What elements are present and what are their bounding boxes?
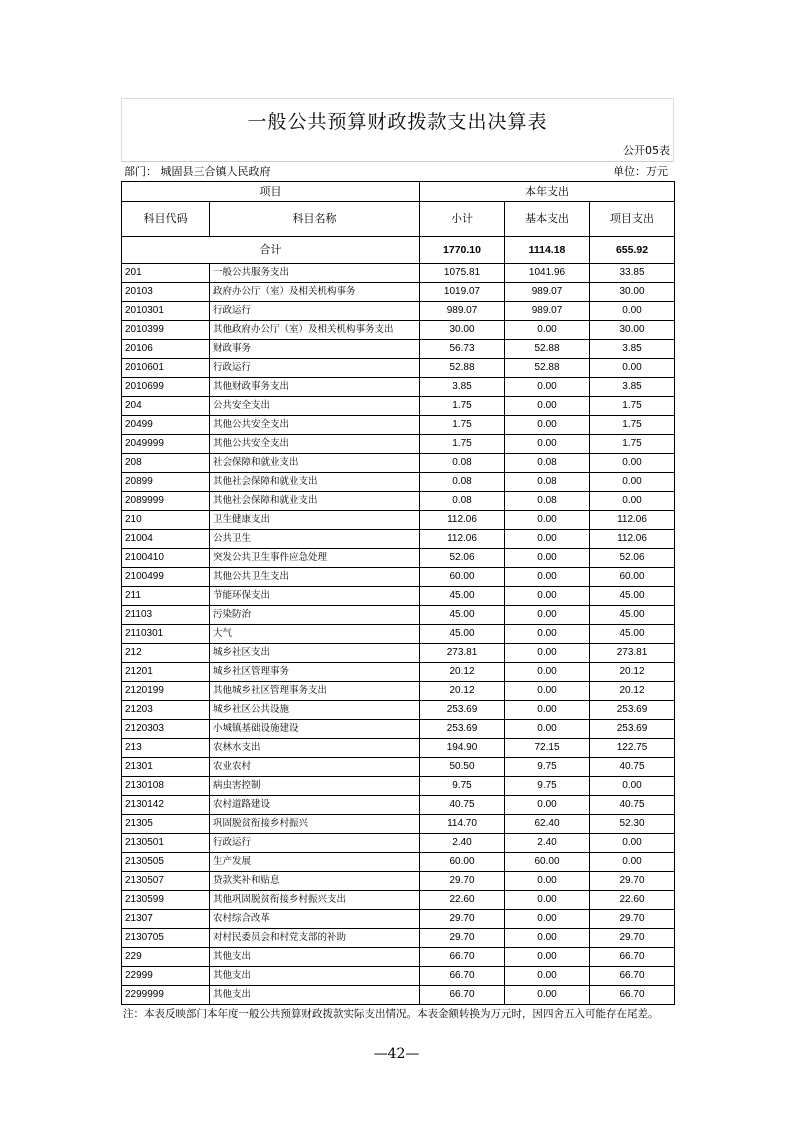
footnote: 注：本表反映部门本年度一般公共预算财政拨款实际支出情况。本表金额转换为万元时，因四舍五入可能存在尾差。 xyxy=(123,1008,659,1020)
row-basic: 0.00 xyxy=(505,625,590,644)
row-project: 33.85 xyxy=(590,264,675,283)
row-code: 2130108 xyxy=(122,777,210,796)
meta-row xyxy=(121,162,674,181)
row-basic: 0.00 xyxy=(505,910,590,929)
row-code: 21203 xyxy=(122,701,210,720)
row-code: 2130505 xyxy=(122,853,210,872)
row-code: 2089999 xyxy=(122,492,210,511)
row-subtotal: 3.85 xyxy=(420,378,505,397)
row-project: 1.75 xyxy=(590,397,675,416)
row-subtotal: 60.00 xyxy=(420,568,505,587)
row-subtotal: 20.12 xyxy=(420,663,505,682)
table-row xyxy=(122,283,675,302)
table-row xyxy=(122,853,675,872)
row-code: 2130705 xyxy=(122,929,210,948)
total-label: 合计 xyxy=(122,237,420,264)
row-project: 29.70 xyxy=(590,929,675,948)
header-row-2 xyxy=(122,202,675,237)
row-basic: 0.00 xyxy=(505,530,590,549)
row-name: 污染防治 xyxy=(210,606,420,625)
table-row xyxy=(122,910,675,929)
table-row xyxy=(122,625,675,644)
row-project: 60.00 xyxy=(590,568,675,587)
row-name: 社会保障和就业支出 xyxy=(210,454,420,473)
header-project: 项目支出 xyxy=(590,202,675,237)
row-code: 2130507 xyxy=(122,872,210,891)
row-subtotal: 56.73 xyxy=(420,340,505,359)
table-row xyxy=(122,739,675,758)
row-name: 病虫害控制 xyxy=(210,777,420,796)
row-name: 农林水支出 xyxy=(210,739,420,758)
row-project: 22.60 xyxy=(590,891,675,910)
table-row xyxy=(122,340,675,359)
row-code: 21103 xyxy=(122,606,210,625)
row-name: 其他巩固脱贫衔接乡村振兴支出 xyxy=(210,891,420,910)
row-code: 212 xyxy=(122,644,210,663)
row-name: 政府办公厅（室）及相关机构事务 xyxy=(210,283,420,302)
row-name: 行政运行 xyxy=(210,302,420,321)
title-box xyxy=(121,98,674,141)
table-row xyxy=(122,834,675,853)
table-row xyxy=(122,321,675,340)
row-subtotal: 20.12 xyxy=(420,682,505,701)
row-code: 204 xyxy=(122,397,210,416)
row-basic: 0.00 xyxy=(505,644,590,663)
row-name: 其他社会保障和就业支出 xyxy=(210,473,420,492)
row-subtotal: 50.50 xyxy=(420,758,505,777)
row-project: 253.69 xyxy=(590,720,675,739)
table-row xyxy=(122,530,675,549)
row-project: 0.00 xyxy=(590,359,675,378)
table-row xyxy=(122,454,675,473)
row-name: 其他公共卫生支出 xyxy=(210,568,420,587)
row-subtotal: 1.75 xyxy=(420,397,505,416)
row-code: 22999 xyxy=(122,967,210,986)
row-subtotal: 112.06 xyxy=(420,530,505,549)
row-subtotal: 45.00 xyxy=(420,587,505,606)
row-subtotal: 40.75 xyxy=(420,796,505,815)
form-number: 公开05表 xyxy=(121,141,674,162)
row-code: 21301 xyxy=(122,758,210,777)
table-row xyxy=(122,549,675,568)
table-row xyxy=(122,777,675,796)
row-project: 52.30 xyxy=(590,815,675,834)
row-basic: 0.00 xyxy=(505,587,590,606)
row-subtotal: 30.00 xyxy=(420,321,505,340)
row-basic: 0.00 xyxy=(505,511,590,530)
table-row xyxy=(122,473,675,492)
row-subtotal: 112.06 xyxy=(420,511,505,530)
table-row xyxy=(122,815,675,834)
row-code: 2100410 xyxy=(122,549,210,568)
row-basic: 989.07 xyxy=(505,283,590,302)
header-code: 科目代码 xyxy=(122,202,210,237)
row-code: 2299999 xyxy=(122,986,210,1005)
row-basic: 72.15 xyxy=(505,739,590,758)
row-project: 30.00 xyxy=(590,283,675,302)
row-name: 农业农村 xyxy=(210,758,420,777)
row-code: 201 xyxy=(122,264,210,283)
row-code: 2010699 xyxy=(122,378,210,397)
table-row xyxy=(122,435,675,454)
department-name: 城固县三合镇人民政府 xyxy=(160,165,271,178)
row-project: 1.75 xyxy=(590,416,675,435)
row-subtotal: 52.06 xyxy=(420,549,505,568)
row-name: 对村民委员会和村党支部的补助 xyxy=(210,929,420,948)
row-basic: 0.00 xyxy=(505,948,590,967)
row-subtotal: 194.90 xyxy=(420,739,505,758)
row-code: 20499 xyxy=(122,416,210,435)
row-subtotal: 29.70 xyxy=(420,872,505,891)
row-code: 2010399 xyxy=(122,321,210,340)
row-project: 66.70 xyxy=(590,986,675,1005)
row-basic: 0.00 xyxy=(505,378,590,397)
row-name: 城乡社区公共设施 xyxy=(210,701,420,720)
total-row xyxy=(122,237,675,264)
row-basic: 9.75 xyxy=(505,777,590,796)
row-project: 30.00 xyxy=(590,321,675,340)
row-name: 其他公共安全支出 xyxy=(210,435,420,454)
row-code: 213 xyxy=(122,739,210,758)
row-subtotal: 1075.81 xyxy=(420,264,505,283)
row-project: 273.81 xyxy=(590,644,675,663)
row-basic: 0.08 xyxy=(505,492,590,511)
row-basic: 52.88 xyxy=(505,359,590,378)
row-name: 节能环保支出 xyxy=(210,587,420,606)
row-project: 122.75 xyxy=(590,739,675,758)
row-basic: 2.40 xyxy=(505,834,590,853)
row-code: 210 xyxy=(122,511,210,530)
row-name: 农村道路建设 xyxy=(210,796,420,815)
table-row xyxy=(122,644,675,663)
row-basic: 0.00 xyxy=(505,435,590,454)
row-name: 其他支出 xyxy=(210,948,420,967)
row-project: 0.00 xyxy=(590,302,675,321)
total-project: 655.92 xyxy=(590,237,675,264)
table-row xyxy=(122,948,675,967)
table-row xyxy=(122,758,675,777)
table-row xyxy=(122,397,675,416)
row-subtotal: 1.75 xyxy=(420,416,505,435)
row-project: 1.75 xyxy=(590,435,675,454)
row-basic: 0.00 xyxy=(505,891,590,910)
row-project: 45.00 xyxy=(590,587,675,606)
row-basic: 62.40 xyxy=(505,815,590,834)
row-basic: 0.00 xyxy=(505,986,590,1005)
total-subtotal: 1770.10 xyxy=(420,237,505,264)
row-code: 2120303 xyxy=(122,720,210,739)
row-name: 公共安全支出 xyxy=(210,397,420,416)
table-row xyxy=(122,986,675,1005)
row-basic: 0.00 xyxy=(505,321,590,340)
row-basic: 0.00 xyxy=(505,720,590,739)
row-basic: 0.00 xyxy=(505,606,590,625)
row-code: 2120199 xyxy=(122,682,210,701)
row-name: 小城镇基础设施建设 xyxy=(210,720,420,739)
table-row xyxy=(122,378,675,397)
row-project: 0.00 xyxy=(590,834,675,853)
row-project: 29.70 xyxy=(590,872,675,891)
row-subtotal: 60.00 xyxy=(420,853,505,872)
row-name: 其他政府办公厅（室）及相关机构事务支出 xyxy=(210,321,420,340)
table-row xyxy=(122,891,675,910)
row-name: 其他支出 xyxy=(210,986,420,1005)
row-name: 公共卫生 xyxy=(210,530,420,549)
row-basic: 0.00 xyxy=(505,701,590,720)
row-subtotal: 2.40 xyxy=(420,834,505,853)
row-subtotal: 989.07 xyxy=(420,302,505,321)
row-name: 其他城乡社区管理事务支出 xyxy=(210,682,420,701)
row-subtotal: 0.08 xyxy=(420,492,505,511)
row-subtotal: 29.70 xyxy=(420,929,505,948)
page-number: —42— xyxy=(373,1046,420,1062)
row-project: 20.12 xyxy=(590,682,675,701)
row-basic: 9.75 xyxy=(505,758,590,777)
row-name: 其他支出 xyxy=(210,967,420,986)
row-code: 2010601 xyxy=(122,359,210,378)
header-subtotal: 小计 xyxy=(420,202,505,237)
row-code: 21307 xyxy=(122,910,210,929)
row-code: 229 xyxy=(122,948,210,967)
row-basic: 989.07 xyxy=(505,302,590,321)
row-code: 21305 xyxy=(122,815,210,834)
department-label: 部门： xyxy=(124,165,157,178)
page-title: 一般公共预算财政拨款支出决算表 xyxy=(247,110,548,133)
row-basic: 0.00 xyxy=(505,663,590,682)
row-basic: 0.00 xyxy=(505,796,590,815)
row-project: 3.85 xyxy=(590,378,675,397)
row-name: 贷款奖补和贴息 xyxy=(210,872,420,891)
row-project: 253.69 xyxy=(590,701,675,720)
table-row xyxy=(122,929,675,948)
row-basic: 0.08 xyxy=(505,454,590,473)
row-code: 2049999 xyxy=(122,435,210,454)
row-code: 2010301 xyxy=(122,302,210,321)
row-project: 45.00 xyxy=(590,606,675,625)
table-row xyxy=(122,606,675,625)
row-subtotal: 45.00 xyxy=(420,625,505,644)
row-subtotal: 114.70 xyxy=(420,815,505,834)
row-code: 211 xyxy=(122,587,210,606)
row-subtotal: 0.08 xyxy=(420,473,505,492)
row-basic: 0.00 xyxy=(505,568,590,587)
row-basic: 0.00 xyxy=(505,872,590,891)
row-name: 城乡社区支出 xyxy=(210,644,420,663)
table-row xyxy=(122,302,675,321)
row-basic: 0.00 xyxy=(505,416,590,435)
row-name: 其他公共安全支出 xyxy=(210,416,420,435)
report-sheet xyxy=(121,98,674,1022)
row-subtotal: 22.60 xyxy=(420,891,505,910)
row-subtotal: 9.75 xyxy=(420,777,505,796)
row-project: 112.06 xyxy=(590,511,675,530)
table-row xyxy=(122,872,675,891)
row-subtotal: 0.08 xyxy=(420,454,505,473)
row-subtotal: 52.88 xyxy=(420,359,505,378)
row-basic: 0.00 xyxy=(505,397,590,416)
row-basic: 52.88 xyxy=(505,340,590,359)
row-name: 突发公共卫生事件应急处理 xyxy=(210,549,420,568)
header-row-1 xyxy=(122,182,675,202)
row-code: 2130599 xyxy=(122,891,210,910)
row-project: 40.75 xyxy=(590,796,675,815)
row-code: 2130142 xyxy=(122,796,210,815)
table-row xyxy=(122,796,675,815)
row-project: 20.12 xyxy=(590,663,675,682)
unit-label: 单位：万元 xyxy=(613,165,668,178)
row-code: 21201 xyxy=(122,663,210,682)
row-subtotal: 45.00 xyxy=(420,606,505,625)
table-row xyxy=(122,701,675,720)
row-subtotal: 66.70 xyxy=(420,986,505,1005)
row-project: 66.70 xyxy=(590,948,675,967)
row-code: 2100499 xyxy=(122,568,210,587)
row-code: 20899 xyxy=(122,473,210,492)
department-info xyxy=(124,162,271,181)
header-item: 项目 xyxy=(122,182,420,202)
table-row xyxy=(122,264,675,283)
header-basic: 基本支出 xyxy=(505,202,590,237)
row-project: 0.00 xyxy=(590,492,675,511)
row-code: 20106 xyxy=(122,340,210,359)
row-subtotal: 1.75 xyxy=(420,435,505,454)
row-subtotal: 66.70 xyxy=(420,948,505,967)
row-project: 52.06 xyxy=(590,549,675,568)
row-name: 生产发展 xyxy=(210,853,420,872)
table-row xyxy=(122,663,675,682)
table-row xyxy=(122,587,675,606)
row-basic: 0.00 xyxy=(505,929,590,948)
row-code: 21004 xyxy=(122,530,210,549)
row-name: 巩固脱贫衔接乡村振兴 xyxy=(210,815,420,834)
row-project: 0.00 xyxy=(590,454,675,473)
table-row xyxy=(122,416,675,435)
row-basic: 0.00 xyxy=(505,967,590,986)
total-basic: 1114.18 xyxy=(505,237,590,264)
row-project: 45.00 xyxy=(590,625,675,644)
row-project: 112.06 xyxy=(590,530,675,549)
header-name: 科目名称 xyxy=(210,202,420,237)
row-basic: 0.00 xyxy=(505,549,590,568)
row-code: 208 xyxy=(122,454,210,473)
row-project: 40.75 xyxy=(590,758,675,777)
table-row xyxy=(122,720,675,739)
row-name: 卫生健康支出 xyxy=(210,511,420,530)
row-basic: 0.08 xyxy=(505,473,590,492)
table-row xyxy=(122,967,675,986)
row-project: 0.00 xyxy=(590,777,675,796)
row-name: 其他社会保障和就业支出 xyxy=(210,492,420,511)
row-name: 一般公共服务支出 xyxy=(210,264,420,283)
header-year-expense: 本年支出 xyxy=(420,182,675,202)
table-row xyxy=(122,568,675,587)
row-code: 2110301 xyxy=(122,625,210,644)
row-basic: 1041.96 xyxy=(505,264,590,283)
row-name: 行政运行 xyxy=(210,359,420,378)
row-project: 0.00 xyxy=(590,853,675,872)
table-row xyxy=(122,359,675,378)
row-code: 2130501 xyxy=(122,834,210,853)
row-project: 3.85 xyxy=(590,340,675,359)
row-basic: 60.00 xyxy=(505,853,590,872)
row-subtotal: 1019.07 xyxy=(420,283,505,302)
row-project: 29.70 xyxy=(590,910,675,929)
table-row xyxy=(122,492,675,511)
row-subtotal: 29.70 xyxy=(420,910,505,929)
row-subtotal: 253.69 xyxy=(420,720,505,739)
row-subtotal: 253.69 xyxy=(420,701,505,720)
row-name: 其他财政事务支出 xyxy=(210,378,420,397)
row-subtotal: 273.81 xyxy=(420,644,505,663)
row-subtotal: 66.70 xyxy=(420,967,505,986)
row-project: 0.00 xyxy=(590,473,675,492)
row-basic: 0.00 xyxy=(505,682,590,701)
row-code: 20103 xyxy=(122,283,210,302)
row-name: 财政事务 xyxy=(210,340,420,359)
table-row xyxy=(122,511,675,530)
row-name: 大气 xyxy=(210,625,420,644)
table-row xyxy=(122,682,675,701)
expense-table xyxy=(121,181,675,1005)
row-project: 66.70 xyxy=(590,967,675,986)
row-name: 农村综合改革 xyxy=(210,910,420,929)
row-name: 行政运行 xyxy=(210,834,420,853)
row-name: 城乡社区管理事务 xyxy=(210,663,420,682)
